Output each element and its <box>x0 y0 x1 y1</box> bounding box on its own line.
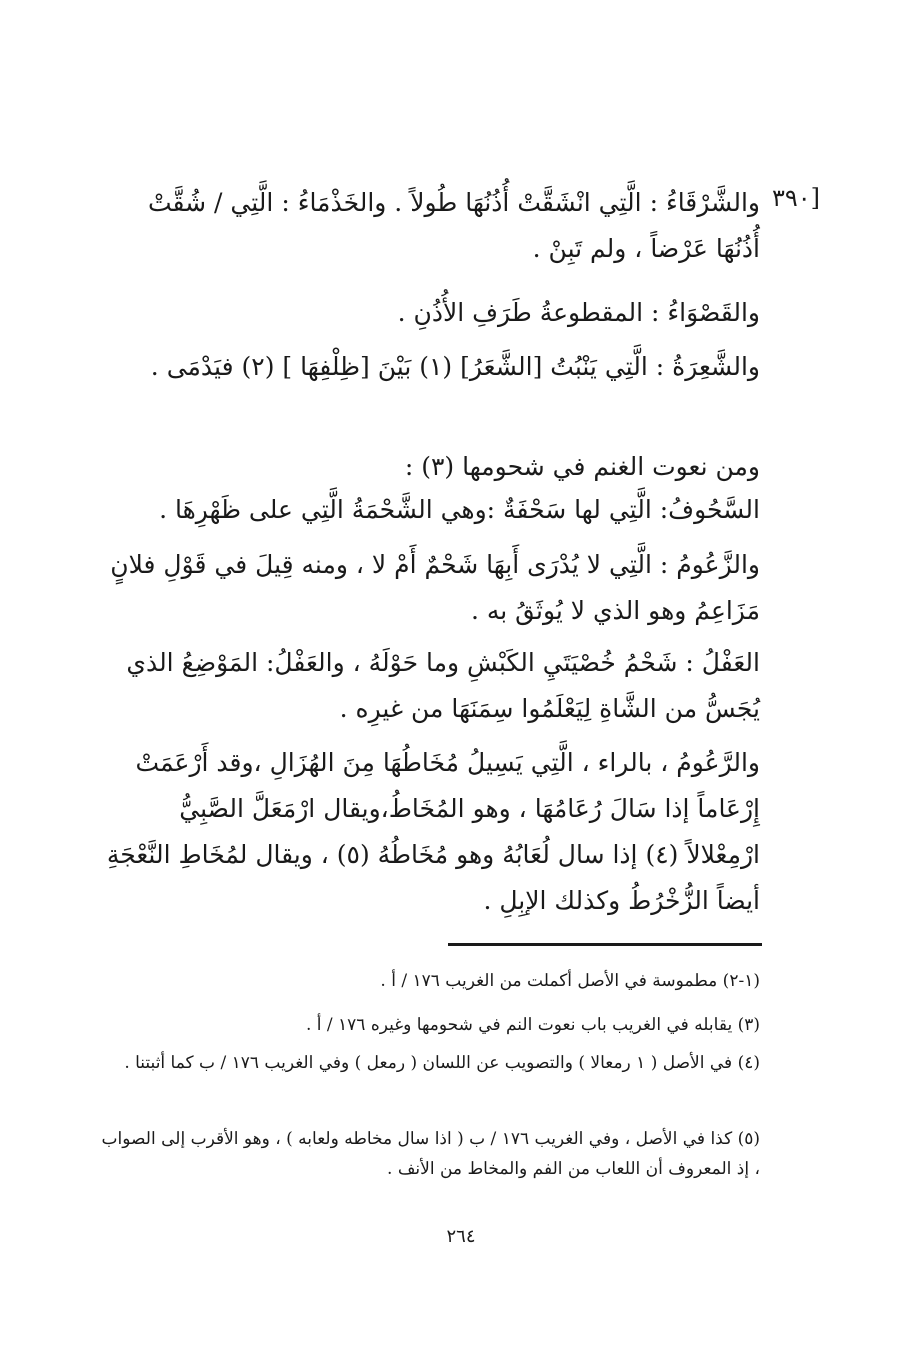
body-paragraph-4 <box>100 444 760 490</box>
body-text: والزَّعُومُ : الَّتِي لا يُدْرَى أَبِهَا شَحْمٌ أَمْ لا ، ومنه قِيلَ في قَوْلِ فلانٍ مَزَاعِمُ وهو الذي لا يُوثَقُ به . <box>110 550 760 625</box>
body-paragraph-7 <box>100 640 760 732</box>
body-text: السَّحُوفُ: الَّتِي لها سَحْفَةٌ :وهي الشَّحْمَةُ الَّتِي على ظَهْرِهَا . <box>159 495 760 524</box>
body-paragraph-2 <box>100 290 760 336</box>
body-text: والشَّرْقَاءُ : الَّتِي انْشَقَّتْ أُذُنُهَا طُولاً . والخَذْمَاءُ : الَّتِي / شُقَّتْ أُذُنُهَا عَرْضاً ، ولم تَبِنْ . <box>147 188 760 263</box>
body-paragraph-6 <box>100 542 760 634</box>
body-text: والشَّعِرَةُ : الَّتِي يَنْبُتُ [الشَّعَرُ] (١) بَيْنَ [ظِلْفِهَا ] (٢) فيَدْمَى . <box>150 352 760 381</box>
footnote-text: (٥) كذا في الأصل ، وفي الغريب ١٧٦ / ب ( اذا سال مخاطه ولعابه ) ، وهو الأقرب إلى الصواب ، إذ المعروف أن اللعاب من الفم والمخاط من الأنف . <box>101 1129 760 1179</box>
entry-number: [٣٩٠ <box>772 184 821 212</box>
footnote-3 <box>100 1048 760 1078</box>
footnote-text: (٣) يقابله في الغريب باب نعوت النم في شحومها وغيره ١٧٦ / أ . <box>305 1015 760 1035</box>
body-paragraph-1 <box>100 180 760 272</box>
body-text: والقَصْوَاءُ : المقطوعةُ طَرَفِ الأُذُنِ . <box>397 298 760 327</box>
footnote-divider <box>448 943 762 946</box>
body-paragraph-8 <box>100 740 760 924</box>
footnote-1 <box>100 966 760 996</box>
body-text: العَفْلُ : شَحْمُ خُصْيَتَيِ الكَبْشِ وما حَوْلَهُ ، والعَفْلُ: المَوْضِعُ الذي يُجَسُّ من الشَّاةِ لِيَعْلَمُوا سِمَنَهَا من غيرِه . <box>126 648 760 723</box>
body-paragraph-5 <box>100 487 760 533</box>
footnote-text: (١-٢) مطموسة في الأصل أكملت من الغريب ١٧٦ / أ . <box>380 971 760 991</box>
body-text: والرَّعُومُ ، بالراء ، الَّتِي يَسِيلُ مُخَاطُهَا مِنَ الهُزَالِ ،وقد أَرْعَمَتْ إِرْعَاماً إذا سَالَ رُعَامُهَا ، وهو المُخَاطُ،ويقال ارْمَعَلَّ الصَّبِيُّ ارْمِعْلالاً (٤) إذا سال لُعَابُهُ وهو مُخَاطُهُ (٥) ، ويقال لمُخَاطِ النَّعْجَةِ أيضاً الزُّخْرُطُ وكذلك الإبِلِ . <box>106 748 760 915</box>
footnote-2 <box>100 1010 760 1040</box>
footnote-text: (٤) في الأصل ( ١ رمعالا ) والتصويب عن اللسان ( رمعل ) وفي الغريب ١٧٦ / ب كما أثبتنا . <box>124 1053 760 1073</box>
body-paragraph-3 <box>100 344 760 390</box>
footnote-4 <box>100 1124 760 1184</box>
page-number: ٢٦٤ <box>446 1226 476 1247</box>
body-text: ومن نعوت الغنم في شحومها (٣) : <box>404 452 760 481</box>
